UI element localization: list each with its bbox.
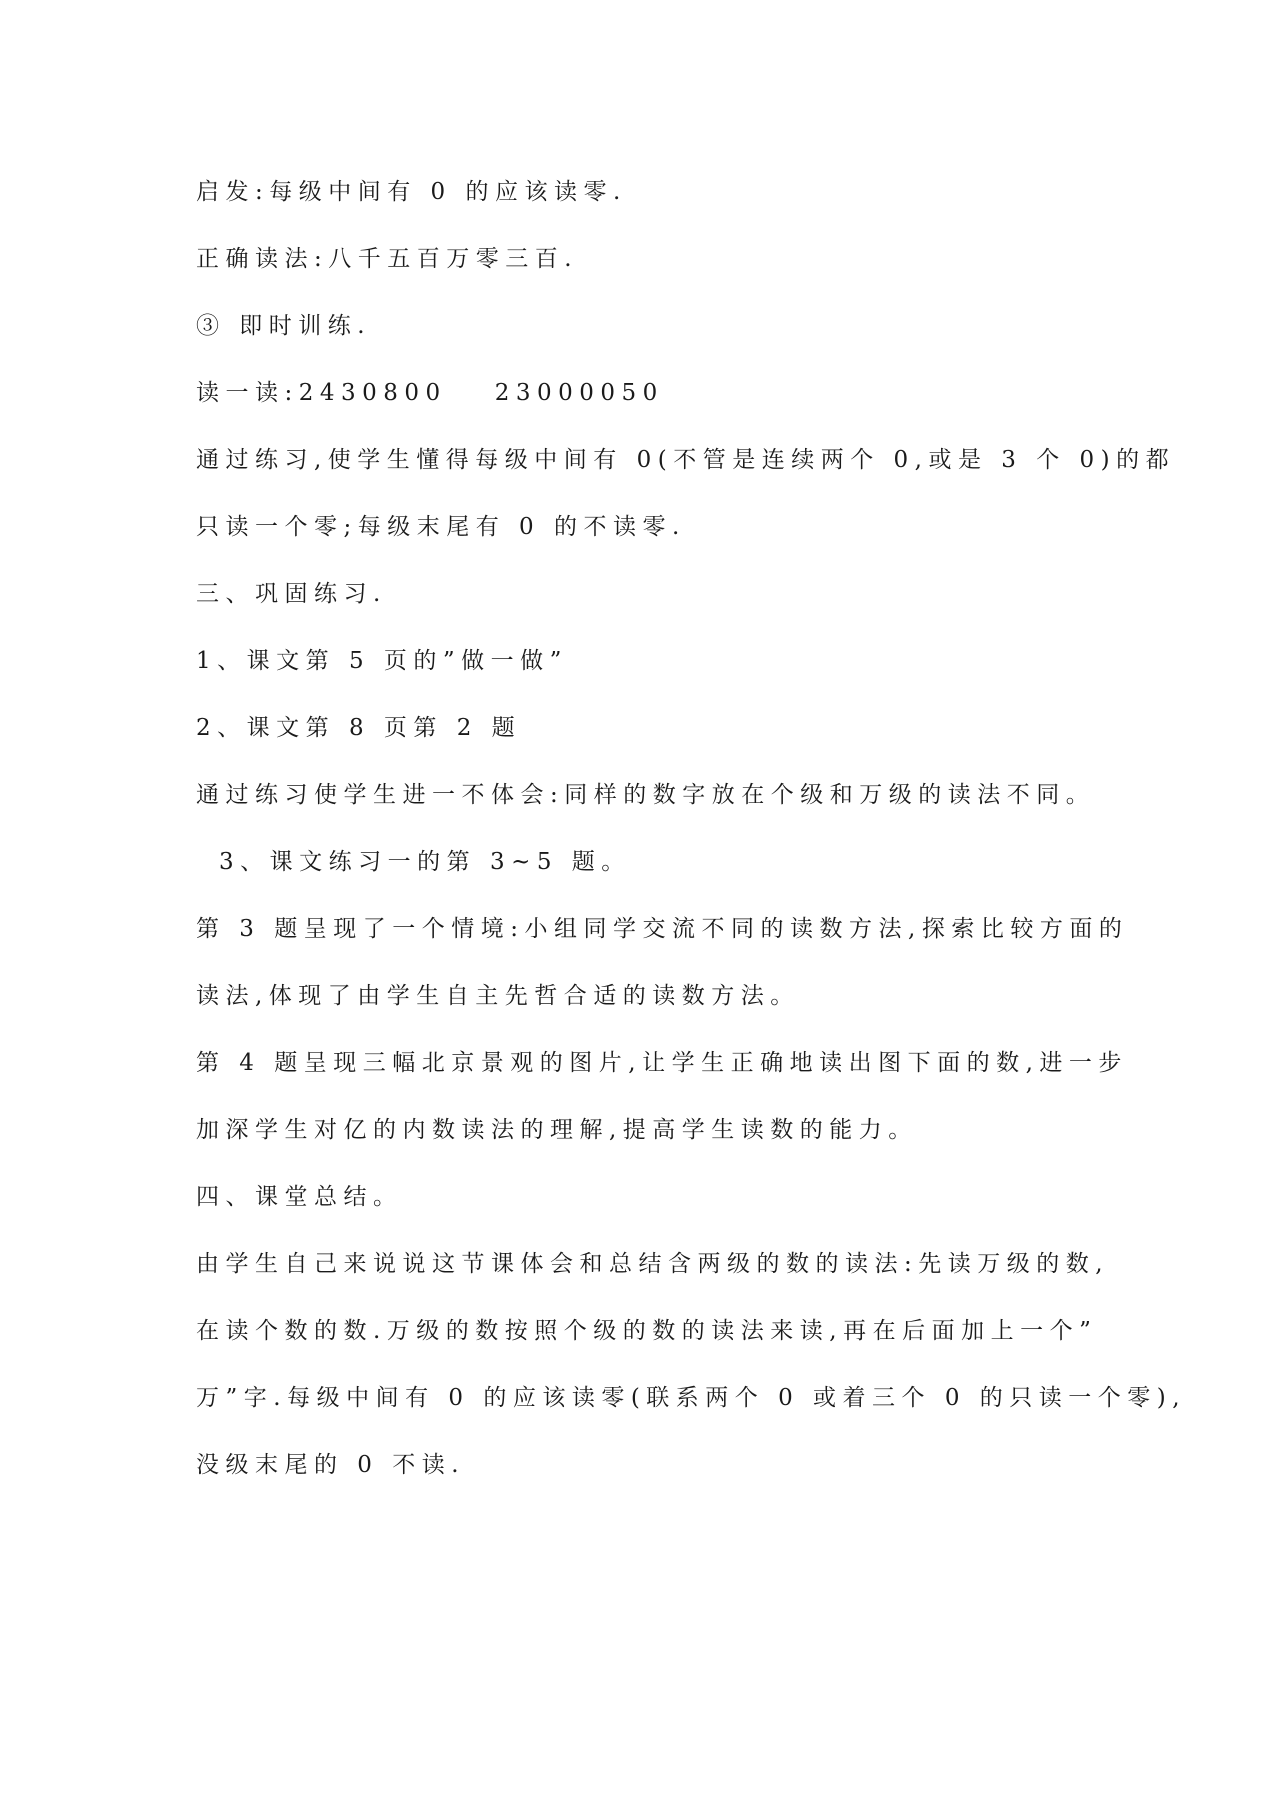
- text-line: 通过练习使学生进一不体会:同样的数字放在个级和万级的读法不同。: [196, 782, 1096, 808]
- text-line: 在读个数的数.万级的数按照个级的数的读法来读,再在后面加上一个”: [196, 1318, 1098, 1344]
- read-numbers-label: 读一读:: [196, 380, 299, 406]
- number-value: 2430800: [298, 380, 447, 406]
- text-line: 由学生自己来说说这节课体会和总结含两级的数的读法:先读万级的数,: [196, 1251, 1110, 1277]
- list-item: 1、课文第 5 页的”做一做”: [196, 648, 568, 674]
- section-heading: 三、巩固练习.: [196, 581, 387, 607]
- text-line: 通过练习,使学生懂得每级中间有 0(不管是连续两个 0,或是 3 个 0)的都: [196, 447, 1176, 473]
- text-line: 第 3 题呈现了一个情境:小组同学交流不同的读数方法,探索比较方面的: [196, 916, 1129, 942]
- text-line: 启发:每级中间有 0 的应该读零.: [196, 179, 627, 205]
- list-item: 3、课文练习一的第 3~5 题。: [219, 849, 631, 875]
- text-line: ③ 即时训练.: [196, 313, 372, 339]
- text-line: 正确读法:八千五百万零三百.: [196, 246, 579, 272]
- text-line: 只读一个零;每级末尾有 0 的不读零.: [196, 514, 686, 540]
- text-line: 第 4 题呈现三幅北京景观的图片,让学生正确地读出图下面的数,进一步: [196, 1050, 1128, 1076]
- list-item: 2、课文第 8 页第 2 题: [196, 715, 522, 741]
- number-value: 23000050: [494, 380, 664, 406]
- section-heading: 四、课堂总结。: [196, 1184, 403, 1210]
- text-line: 万”字.每级中间有 0 的应该读零(联系两个 0 或着三个 0 的只读一个零),: [196, 1385, 1187, 1411]
- text-line-read-numbers: [196, 379, 664, 407]
- text-line: 加深学生对亿的内数读法的理解,提高学生读数的能力。: [196, 1117, 918, 1143]
- text-line: 读法,体现了由学生自主先哲合适的读数方法。: [196, 983, 800, 1009]
- text-line: 没级末尾的 0 不读.: [196, 1452, 466, 1478]
